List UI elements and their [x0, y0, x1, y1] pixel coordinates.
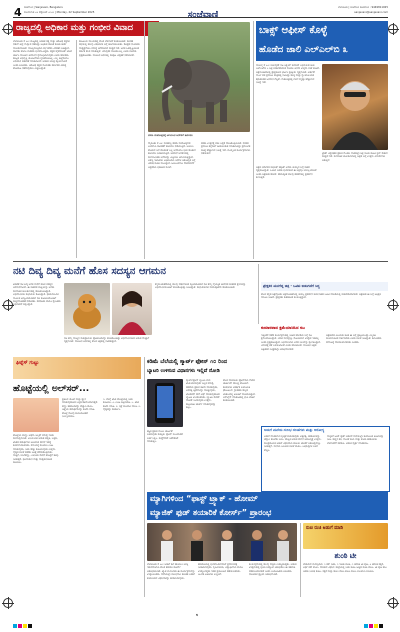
masthead-title: ಸಂಜೆವಾಣಿ — [187, 10, 219, 20]
politics-headline: ರಾಜ್ಯದಲ್ಲಿ ಅಧಿಕಾರ ಮತ್ತು ಗಂಭೀರ ವಿವಾದ — [16, 23, 134, 33]
food-box-headline: ಅಡುಗೆ ಮನೆಯ ಸುಲಭ ಸಲಹೆಗಳು ಮತ್ತು ಆರೋಗ್ಯ — [264, 428, 325, 432]
food-box-body: ಅಡುಗೆ ಮಾಡುವಾಗ ಸ್ವಚ್ಛತೆ ಕಾಪಾಡುವುದು ಅತ್ಯಗತ್ಯ. ತರಕಾರಿಗಳನ್ನು ಚೆನ್ನಾಗಿ ತೊಳೆದು ಬಳಸಿ. ಪೌಷ್ಟಿಕ ಆಹಾರ ಸೇವನೆ ಆರೋಗ್ಯಕ್ಕೆ ಉತ್ತಮ. ಸಾಂಪ್ರದಾಯಿಕ ಅಡುಗೆ ವಿಧಾನಗಳು ರುಚಿಯ ಜೊತೆಗೆ ಆರೋಗ್ಯವನ್ನೂ ನೀಡುತ್ತವೆ. ಮನೆಯ ಹಿರಿಯರ ಸಲಹೆ ಪಾಲಿಸಿ. ಸಿರಿಧಾನ್ಯಗಳ ಬಳಕೆ ಹೆಚ್ಚಿಸಿ. — [264, 435, 322, 452]
elephant-caption: ದಸರಾ ಮಹೋತ್ಸವಕ್ಕೆ ಆಗಮಿಸಿದ ಆನೆಗಳಿಗೆ ತಾಲೀಮು — [148, 134, 193, 137]
divya-body: ಕಿರುತೆರೆ ನಟಿ ದಿವ್ಯ ಅವರ ಮನೆಗೆ ಹೊಸ ಸದಸ್ಯನ ಆಗಮನವಾಗಿದೆ. ಈ ಸಂತಸದ ಸುದ್ದಿಯನ್ನು ಅವರು ಸಾಮಾಜಿಕ ಜಾಲತಾಣದಲ್ಲಿ ಹಂಚಿಕೊಂಡಿದ್ದಾರೆ. ಅಭಿಮಾನಿಗಳು ಶುಭಾಶಯ ಕೋರಿದ್ದಾರೆ. ಧಾರಾವಾಹಿಗಳ ಮೂಲಕ ಜನಪ್ರಿಯರಾಗಿರುವ ನಟಿ ಕುಟುಂಬದೊಂದಿಗೆ ಸಂಭ್ರಮಾಚರಣೆ ನಡೆಸಿದರು. ಸಹನಟರು ಹಾಗೂ ಸ್ನೇಹಿತರು ಅಭಿನಂದನೆ ಸಲ್ಲಿಸಿದ್ದಾರೆ. — [13, 283, 61, 307]
tech-body-3: ತಜ್ಞರ ಪ್ರಕಾರ ಮೂಲ ಚಾರ್ಜರ್ ಬಳಸುವುದು ಸುರಕ್ಷಿತ. ಫೋನ್ ಬಿಸಿಯಾದರೆ ಬಳಕೆ ನಿಲ್ಲಿಸಿ. ಸಾಫ್ಟ್‌ವೇರ್ ಅಪ್‌ಡೇಟ್ ಮಾಡುತ್ತಿರಿ. — [147, 430, 183, 444]
registration-mark-icon — [388, 300, 398, 310]
elephant-photo — [148, 22, 250, 132]
registration-mark-icon — [388, 598, 398, 608]
box-office-photo — [322, 64, 388, 150]
masterchef-body-3: ಕಾರ್ಯಕ್ರಮದಲ್ಲಿ ಹಲವು ಗಣ್ಯರು ಉಪಸ್ಥಿತರಿದ್ದರು. ಆಹಾರ ಉದ್ಯಮದಲ್ಲಿ ಸ್ವಂತ ಉದ್ಯೋಗ ಆರಂಭಿಸಲು ಈ ತರಬೇತಿ ಸಹಕಾರಿಯಾಗಲಿದೆ ಎಂದು ಆಯೋಜಕರು ತಿಳಿಸಿದರು. ನೋಂದಣಿ ಪ್ರಕ್ರಿಯೆ ಆರಂಭವಾಗಿದೆ. — [249, 563, 297, 577]
masthead-logo — [170, 2, 236, 20]
column-rule — [144, 357, 145, 597]
divya-photo-pet — [64, 283, 110, 335]
politics-headline-bar — [13, 21, 159, 36]
divya-photo-portrait — [112, 283, 152, 335]
masterchef-body-2: ತರಬೇತಿಯಲ್ಲಿ ಭಾಗವಹಿಸುವವರಿಗೆ ಪ್ರಮಾಣಪತ್ರ ನೀಡಲಾಗುವುದು. ಗೃಹಿಣಿಯರು, ವಿದ್ಯಾರ್ಥಿಗಳು ಹಾಗೂ ಉದ್ಯೋಗಸ್ಥರು ಇದರ ಪ್ರಯೋಜನ ಪಡೆಯಬಹುದು. ಸೀಮಿತ ಸೀಟುಗಳು ಲಭ್ಯವಿವೆ. — [198, 563, 243, 577]
divya-body-2: ನಟಿ ತಮ್ಮ ಮುದ್ದಿನ ಸಾಕುಪ್ರಾಣಿಯ ಫೋಟೋಗಳನ್ನು ಹಂಚಿಕೊಂಡಿದ್ದು ಅಭಿಮಾನಿಗಳಿಂದ ಅಪಾರ ಮೆಚ್ಚುಗೆ ವ್ಯಕ್ತವಾಗಿದೆ. ಮುಂದಿನ ದಿನಗಳಲ್ಲಿ ಹೊಸ ಚಿತ್ರದಲ್ಲಿ ನಟಿಸಲಿದ್ದಾರೆ. — [64, 337, 150, 344]
registration-mark-icon — [3, 24, 13, 34]
masterchef-body: ಬೆಂಗಳೂರು ಸೆ ೨೨: ಅಡುಗೆ ಕಲೆ ಕಲಿಯಲು ಆಸಕ್ತಿ ಇರುವವರಿಗಾಗಿ ಹೊಸ ತರಬೇತಿ ಕೋರ್ಸ್ ಆರಂಭಿಸಲಾಗಿದೆ. ಖ್ಯಾತ ಬಾಣಸಿಗರು ಈ ಕಾರ್ಯಕ್ರಮವನ್ನು ಉದ್ಘಾಟಿಸಿದರು. ಮನೆಯಲ್ಲೇ ಸುಲಭವಾಗಿ ರುಚಿಕರ ಅಡುಗೆ ತಯಾರಿಸುವ ವಿಧಾನಗಳನ್ನು ಕಲಿಸಲಾಗುವುದು. — [147, 563, 195, 580]
box-office-headline-bar — [256, 21, 388, 61]
food-box-body-2: ಮಕ್ಕಳಿಗೆ ಜಂಕ್ ಫುಡ್ ಬದಲಿಗೆ ಮನೆಯಲ್ಲೇ ತಯಾರಿಸಿದ ತಿಂಡಿಗಳನ್ನು ನೀಡಿ. ಹಣ್ಣಿನ ರಸ, ಮೊಳಕೆ ಕಾಳು ಮತ್ತು ಹಸಿರು ತರಕಾರಿಗಳು ಬೆಳವಣಿಗೆಗೆ ಸಹಕಾರಿ. ಆಹಾರ ವ್ಯರ್ಥ ಮಾಡಬೇಡಿ. — [327, 435, 384, 445]
politics-col2: ರಾಜಕೀಯ ವಲಯದಲ್ಲಿ ಹೊಸ ಬೆಳವಣಿಗೆ ಕಂಡುಬಂದಿದೆ. ಶಾಸಕರ ಸಭೆಯಲ್ಲಿ ಹಲವು ವಿಷಯಗಳ ಬಗ್ಗೆ ಚರ್ಚಿಸಲಾಯಿತು. ಕೇಂದ್ರದ ನಾಯಕರು ಮಧ್ಯಪ್ರವೇಶಿಸಿ ಸಮಸ್ಯೆ ಬಗೆಹರಿಸುವ ಸಾಧ್ಯತೆ ಇದೆ. ಜನರ ಹಿತದೃಷ್ಟಿಯಿಂದ ಸರ್ಕಾರ ಕೆಲಸ ಮಾಡುತ್ತಿದೆ. ಯಾವುದೇ ಗೊಂದಲವಿಲ್ಲ ಎಂದು ಸಚಿವರು ಸ್ಪಷ್ಟಪಡಿಸಿದರು. ಮುಂದಿನ ದಿನಗಳಲ್ಲಿ ಸಂಪುಟ ವಿಸ್ತರಣೆ ನಡೆಯಲಿದೆ. — [79, 40, 140, 57]
recipe-banner-text: ರುಚಿ ರುಚಿ ಅಡುಗೆ ಮಾಡಿ — [306, 526, 343, 531]
color-bar — [364, 613, 384, 632]
registration-mark-icon — [3, 598, 13, 608]
tech-photo-phone — [147, 379, 183, 427]
masterchef-headline-2: ಮ್ಯಾಜಿಕ್ ಫುಡ್ ತಯಾರಿಕೆ ಕೋರ್ಸ್” ಪ್ರಾರಂಭ — [150, 508, 272, 517]
box-office-body-2: ಚಿತ್ರದ ನಿರ್ದೇಶಕ ಸುಭಾಷ್ ಕಪೂರ್ ಅವರು ಯಶಸ್ಸಿನ ಬಗ್ಗೆ ಸಂತಸ ವ್ಯಕ್ತಪಡಿಸಿದ್ದಾರೆ. ಹಿಂದಿನ ಎರಡು ಭಾಗಗಳಂತೆ ಈ ಚಿತ್ರವೂ ಯಶಸ್ವಿಯಾಗಿದೆ ಎಂದು ಚಿತ್ರತಂಡ ಹೇಳಿದೆ. ದೇಶಾದ್ಯಂತ ಹಲವು ಪರದೆಗಳಲ್ಲಿ ಪ್ರದರ್ಶನ ಕಾಣುತ್ತಿದೆ. — [256, 166, 317, 180]
box-office-headline-2: ಹೊಡೆದ ಜಾಲಿ ಎಲ್‌ಎಲ್‌ಬಿ ೩ — [259, 45, 348, 55]
right-col-headline: ಪ್ರೇಕ್ಷಕರ ಮನಗೆದ್ದ ಚಿತ್ರ - ಒಟಿಟಿ ಬಿಡುಗಡೆಗೆ ಸಿದ್ಧ — [263, 284, 320, 288]
people-group-icon — [147, 523, 297, 561]
registration-mark-icon — [3, 300, 13, 310]
header-rule — [13, 17, 388, 18]
tech-headline-1: ಕಡಿಮೆ ಬೆಲೆಯಲ್ಲಿ ಸ್ಮಾರ್ಟ್ ಫೋನ್ ೧೦ ರಿಂದ — [147, 359, 228, 365]
header-left-info: ಸಂಜೆವಾಣಿ | Sanjevani, Bengaluru — [24, 6, 63, 9]
recipe-banner — [303, 523, 388, 549]
section-rule — [13, 261, 388, 262]
divya-headline: ನಟಿ ದಿವ್ಯ ದಿವ್ಯ ಮನೆಗೆ ಹೊಸ ಸದಸ್ಯನ ಆಗಮನ — [13, 266, 166, 277]
column-rule — [76, 40, 77, 258]
tech-body-2: ಹೊಸ ಮಾದರಿಯ ಫೋನ್‌ಗಳು ವೇಗದ ಚಾರ್ಜಿಂಗ್ ಸೌಲಭ್ಯ ಹೊಂದಿವೆ. ಕಂಪನಿಗಳು ಆಕರ್ಷಕ ರಿಯಾಯಿತಿ ಘೋಷಿಸಿವೆ. ಗ್ರಾಹಕರು ಹಬ್ಬದ ಋತುವಿನಲ್ಲಿ ಖರೀದಿಗೆ ಮುಂದಾಗಿದ್ದಾರೆ. ಆನ್‌ಲೈನ್ ಮಾರಾಟದಲ್ಲಿ ಭಾರಿ ಬೇಡಿಕೆ ಕಂಡುಬಂದಿದೆ. — [223, 379, 256, 403]
fitness-headline: ಹೊಟ್ಟೆಯಲ್ಲಿ ಅಲ್‌ಸರ್... — [13, 384, 90, 394]
food-box — [261, 426, 390, 492]
column-rule — [258, 264, 259, 324]
column-rule — [300, 523, 301, 597]
header-email: sanjevani@sanjevani.com — [354, 11, 388, 14]
fitness-banner-text: ಫಿಟ್ನೆಸ್ ಗುಟ್ಟು — [16, 360, 39, 366]
registration-mark-icon — [388, 24, 398, 34]
right-col-body: ಹೊಸ ಕನ್ನಡ ಚಿತ್ರವೊಂದು ಚಿತ್ರಮಂದಿರಗಳಲ್ಲಿ ಯಶಸ್ವಿ ಪ್ರದರ್ಶನ ಕಂಡ ನಂತರ ಒಟಿಟಿ ವೇದಿಕೆಯಲ್ಲಿ ಬಿಡುಗಡೆಯಾಗಲಿದೆ. ಚಿತ್ರತಂಡ ಈ ಬಗ್ಗೆ ಅಧಿಕೃತ ಮಾಹಿತಿ ನೀಡಿದೆ. ಪ್ರೇಕ್ಷಕರು ಕಾತರದಿಂದ ಕಾಯುತ್ತಿದ್ದಾರೆ. — [261, 293, 381, 300]
column-rule — [144, 21, 145, 259]
fitness-body-3: ೧. ಬೆಳಿಗ್ಗೆ ಖಾಲಿ ಹೊಟ್ಟೆಯಲ್ಲಿ ನೀರು ಕುಡಿಯಿರಿ. ೨. ಊಟ ತಪ್ಪಿಸಬೇಡಿ. ೩. ಖಾರ ಕಡಿಮೆ ಮಾಡಿ. ೪. ನಿದ್ರೆ ಸರಿಯಾಗಿ ಮಾಡಿ. ೫. ವೈದ್ಯರನ್ನು ಸಂಪರ್ಕಿಸಿ. — [103, 398, 141, 412]
tech-headline-2: ಬ್ಯಾಟರಿ ಉಳಿಸುವ ವಿಧಾನಗಳು ಇಲ್ಲಿವೆ ನೋಡಿ — [147, 368, 220, 374]
tech-body: ಸ್ಮಾರ್ಟ್‌ಫೋನ್ ಬ್ಯಾಟರಿ ಬೇಗ ಖಾಲಿಯಾಗುವುದು ಎಲ್ಲರ ಸಮಸ್ಯೆ. ಪರದೆಯ ಪ್ರಕಾಶ ಕಡಿಮೆ ಮಾಡುವುದು, ಅನಗತ್ಯ ಆ್ಯಪ್‌ಗಳನ್ನು ಮುಚ್ಚುವುದು, ಲೊಕೇಶನ್ ಸೇವೆ ಆಫ್ ಮಾಡುವುದರಿಂದ ಬ್ಯಾಟರಿ ಉಳಿಸಬಹುದು. ಬ್ಯಾಟರಿ ಸೇವರ್ ಮೋಡ್ ಬಳಸುವುದು ಉತ್ತಮ. ರಾತ್ರಿಯಿಡೀ ಚಾರ್ಜ್ ಮಾಡುವುದನ್ನು ತಪ್ಪಿಸಿ. — [186, 379, 220, 410]
recipe-body: ಬೇಕಾಗುವ ಸಾಮಗ್ರಿಗಳು: ೧ ಕಪ್ ನೀರು, ೧ ಇಂಚು ಶುಂಠಿ, ೧ ಚಮಚ ಟೀ ಪುಡಿ, ೨ ಚಮಚ ಸಕ್ಕರೆ, ಅರ್ಧ ಕಪ್ ಹಾಲು. ಮಾಡುವ ವಿಧಾನ: ಪಾತ್ರೆಯಲ್ಲಿ ನೀರು ಕುದಿಸಿ ಜಜ್ಜಿದ ಶುಂಠಿ ಸೇರಿಸಿ. ಟೀ ಪುಡಿ ಹಾಕಿ ಎರಡು ನಿಮಿಷ ಕುದಿಸಿ. ಸಕ್ಕರೆ ಮತ್ತು ಹಾಲು ಸೇರಿಸಿ ಕುದಿಸಿ ಸೋಸಿ ಬಿಸಿಯಾಗಿ ಸವಿಯಿರಿ. — [303, 563, 387, 573]
color-bar — [13, 613, 33, 632]
footer-page-mark: ೪ — [196, 612, 199, 617]
right-col-headline-bar — [261, 282, 388, 291]
politics-col1: ಬೆಂಗಳೂರು ಸೆ ೨೨: ರಾಜ್ಯದಲ್ಲಿ ಆಡಳಿತ ಪಕ್ಷ ಮತ್ತು ವಿರೋಧ ಪಕ್ಷಗಳ ನಡುವೆ ತೀವ್ರ ವಾಗ್ವಾದ ನಡೆದಿದ್ದು ಅಧಿಕಾರ ಹಂಚಿಕೆ ಕುರಿತು ಚರ್ಚೆ ಮುಂದುವರಿದಿದೆ. ಮುಖ್ಯಮಂತ್ರಿಗಳು ಸಭೆ ಕರೆದು ವಿವರಣೆ ನೀಡಿದ್ದಾರೆ. ಸಚಿವರು ಹಾಗೂ ಶಾಸಕರು ಭಾಗವಹಿಸಿದ್ದರು. ಪಕ್ಷದ ಹೈಕಮಾಂಡ್ ಜೊತೆ ಚರ್ಚಿಸಿ ಮುಂದಿನ ತೀರ್ಮಾನ ಕೈಗೊಳ್ಳಲಾಗುವುದು ಎಂದು ಹೇಳಿದರು. ರಾಜ್ಯದ ಅಭಿವೃದ್ಧಿ ಯೋಜನೆಗಳು ಸ್ಥಗಿತಗೊಂಡಿಲ್ಲ. ಎಲ್ಲ ಜಿಲ್ಲೆಗಳಿಗೂ ಅನುದಾನ ಬಿಡುಗಡೆ ಮಾಡಲಾಗಿದೆ. ಆಡಳಿತ ಯಂತ್ರ ಸಕ್ರಿಯವಾಗಿದೆ ಎಂದು ತಿಳಿಸಿದರು. ವಿರೋಧ ಪಕ್ಷದ ನಾಯಕರು ಸರ್ಕಾರದ ವಿರುದ್ಧ ಹೋರಾಟ ನಡೆಸುವುದಾಗಿ ಎಚ್ಚರಿಸಿದ್ದಾರೆ. — [13, 40, 72, 71]
fitness-banner — [13, 357, 141, 379]
actress-portrait-icon — [112, 283, 152, 335]
page-number: 4 — [14, 6, 22, 19]
elephant-icon — [148, 22, 250, 132]
masterchef-headline-1: ಮ್ಯಾಗಿಗಳಿಂದ “ಫಾಸ್ಟ್ ಟ್ರ್ಯಾಕ್ - ಹೋಮ್ — [150, 494, 258, 503]
box-office-body-3: ಟ್ರೇಡ್ ವಿಶ್ಲೇಷಕರ ಪ್ರಕಾರ ಮೊದಲ ವಾರದಲ್ಲೇ ಚಿತ್ರ ನೂರು ಕೋಟಿ ಕ್ಲಬ್ ಸೇರುವ ಸಾಧ್ಯತೆ ಇದೆ. ಸಾಮಾಜಿಕ ಜಾಲತಾಣಗಳಲ್ಲಿ ಚಿತ್ರದ ಬಗ್ಗೆ ಉತ್ತಮ ವಿಮರ್ಶೆಗಳು ಬರುತ್ತಿವೆ. — [322, 152, 388, 162]
elephant-body: ಮೈಸೂರು ಸೆ ೨೨: ನಾಡಹಬ್ಬ ದಸರಾ ಮಹೋತ್ಸವದ ಅಂಗವಾಗಿ ಗಜಪಡೆಗೆ ತಾಲೀಮು ನಡೆಯುತ್ತಿದೆ. ಅಂಬಾರಿ ಹೊರುವ ಆನೆ ಸೇರಿದಂತೆ ಎಲ್ಲ ಆನೆಗಳಿಗೂ ಭಾರ ಹೊರುವ ತಾಲೀಮು ನೀಡಲಾಗುತ್ತಿದೆ. ಅರಮನೆ ಆವರಣದಲ್ಲಿ ಸಾರ್ವಜನಿಕರು ಆನೆಗಳನ್ನು ವೀಕ್ಷಿಸಲು ಆಗಮಿಸುತ್ತಿದ್ದಾರೆ. ಅರಣ್ಯ ಇಲಾಖೆಯ ಅಧಿಕಾರಿಗಳು ಆನೆಗಳ ಆರೋಗ್ಯದ ಬಗ್ಗೆ ವಿಶೇಷ ಕಾಳಜಿ ವಹಿಸಿದ್ದಾರೆ. ಜಂಬೂಸವಾರಿ ಮೆರವಣಿಗೆಗೆ ಸಿದ್ಧತೆಗಳು ಭರದಿಂದ ಸಾಗಿವೆ. — [148, 142, 196, 169]
dog-icon — [64, 283, 110, 335]
masterchef-photo — [147, 523, 297, 561]
actor-portrait-icon — [322, 64, 388, 150]
right-col-body-2: ಇತ್ತೀಚೆಗೆ ನಡೆದ ಕಾರ್ಯಕ್ರಮದಲ್ಲಿ ನೀಡಿದ ಹೇಳಿಕೆಯ ಬಗ್ಗೆ ನಟ ಕ್ಷಮೆಯಾಚಿಸಿದ್ದಾರೆ. ಯಾರ ಮನಸ್ಸನ್ನೂ ನೋಯಿಸುವ ಉದ್ದೇಶ ಇರಲಿಲ್ಲ ಎಂದು ಸ್ಪಷ್ಟಪಡಿಸಿದ್ದಾರೆ. ಅಭಿಮಾನಿಗಳು ಅವರ ನಿಲುವನ್ನು ಸ್ವಾಗತಿಸಿದ್ದಾರೆ. ವಿವಾದಕ್ಕೆ ತೆರೆ ಎಳೆಯಲಾಗಿದೆ ಎಂದು ಹೇಳಲಾಗಿದೆ. ಮುಂದಿನ ಚಿತ್ರದ ಚಿತ್ರೀಕರಣ ಶೀಘ್ರದಲ್ಲೇ ಆರಂಭವಾಗಲಿದೆ. — [261, 334, 321, 351]
recipe-title: ಶುಂಠಿ ಟೀ — [334, 552, 357, 560]
elephant-body-2: ದಸರಾ ಉತ್ಸವಕ್ಕೆ ಸಕಲ ಸಿದ್ಧತೆ ಮಾಡಿಕೊಳ್ಳಲಾಗಿದೆ. ನಗರದ ಪ್ರಮುಖ ರಸ್ತೆಗಳಿಗೆ ದೀಪಾಲಂಕಾರ ಮಾಡಲಾಗಿದ್ದು ಪ್ರವಾಸಿಗರ ಸಂಖ್ಯೆ ಹೆಚ್ಚಾಗುವ ನಿರೀಕ್ಷೆ ಇದೆ. ಸಾಂಸ್ಕೃತಿಕ ಕಾರ್ಯಕ್ರಮಗಳು ನಡೆಯಲಿವೆ. — [201, 142, 251, 156]
right-col-body-3: ಚಿತ್ರರಂಗದ ಹಿರಿಯರು ಕೂಡ ಈ ಬಗ್ಗೆ ಪ್ರತಿಕ್ರಿಯಿಸಿದ್ದು ಎಲ್ಲರೂ ಸಂಯಮದಿಂದ ವರ್ತಿಸಬೇಕು ಎಂದು ಸಲಹೆ ನೀಡಿದ್ದಾರೆ. ಕಲಾವಿದರು ಸಮಾಜಕ್ಕೆ ಮಾದರಿಯಾಗಬೇಕು ಎಂದರು. — [326, 334, 382, 344]
fitness-photo — [13, 398, 59, 432]
box-office-body: ಮುಂಬೈ ಸೆ ೨೨: ಬಾಲಿವುಡ್ ನಟ ಅಕ್ಷಯ್ ಕುಮಾರ್ ಅಭಿನಯದ ಜಾಲಿ ಎಲ್‌ಎಲ್‌ಬಿ ೩ ಚಿತ್ರ ಬಿಡುಗಡೆಯಾದ ಮೊದಲ ದಿನವೇ ಉತ್ತಮ ಗಳಿಕೆ ಕಂಡಿದೆ. ಚಿತ್ರಮಂದಿರಗಳಲ್ಲಿ ಪ್ರೇಕ್ಷಕರಿಂದ ಭರ್ಜರಿ ಪ್ರತಿಕ್ರಿಯೆ ವ್ಯಕ್ತವಾಗಿದೆ. ಅರ್ಷದ್ ವಾರ್ಸಿ ಸಹ ಪ್ರಮುಖ ಪಾತ್ರದಲ್ಲಿ ನಟಿಸಿದ್ದು ಹಾಸ್ಯ ಮತ್ತು ನ್ಯಾಯಾಲಯದ ಕಥಾಹಂದರ ಜನಮನ ಗೆದ್ದಿದೆ. ವಾರಾಂತ್ಯದಲ್ಲಿ ಗಳಿಕೆ ಇನ್ನಷ್ಟು ಹೆಚ್ಚಾಗುವ ನಿರೀಕ್ಷೆ ಇದೆ. — [256, 64, 320, 85]
box-office-headline-1: ಬಾಕ್ಸ್ ಆಫೀಸ್ ಕೊಳ್ಳೆ — [259, 25, 328, 36]
column-rule — [253, 21, 254, 259]
fitness-body-2: ಪ್ರತಿದಿನ ಯೋಗ ಮತ್ತು ಧ್ಯಾನ ಮಾಡುವುದರಿಂದ ಒತ್ತಡ ಕಡಿಮೆಯಾಗುತ್ತದೆ. ಹಣ್ಣು ತರಕಾರಿಗಳನ್ನು ಹೆಚ್ಚಾಗಿ ಸೇವಿಸಿ. ಎಣ್ಣೆಯ ಪದಾರ್ಥಗಳನ್ನು ಕಡಿಮೆ ಮಾಡಿ. ಹೊಟ್ಟೆ ನೋವು ಕಾಣಿಸಿಕೊಂಡರೆ ನಿರ್ಲಕ್ಷಿಸಬೇಡಿ. — [62, 398, 98, 419]
header-date-line: ಸೋಮವಾರ ೨೨ ಸೆಪ್ಟೆಂಬರ್ ೨೦೨೫ | Monday, 22 September 2025 — [24, 11, 95, 14]
fitness-body: ಹೊಟ್ಟೆಯ ಹುಣ್ಣು ಅಥವಾ ಅಲ್ಸರ್ ಸಮಸ್ಯೆ ಇಂದು ಸಾಮಾನ್ಯವಾಗಿದೆ. ಅನಿಯಮಿತ ಆಹಾರ ಪದ್ಧತಿ, ಒತ್ತಡ, ಖಾರದ ಪದಾರ್ಥಗಳ ಅತಿಯಾದ ಸೇವನೆ ಇದಕ್ಕೆ ಕಾರಣವಾಗಬಹುದು. ಸಮಯಕ್ಕೆ ಸರಿಯಾಗಿ ಊಟ ಮಾಡುವುದು, ನೀರು ಹೆಚ್ಚು ಕುಡಿಯುವುದು ಉತ್ತಮ. ವೈದ್ಯರ ಸಲಹೆ ಪಡೆದು ಚಿಕಿತ್ಸೆ ತೆಗೆದುಕೊಳ್ಳಬೇಕು. ಮಜ್ಜಿಗೆ, ಬಾಳೆಹಣ್ಣು, ಎಳನೀರು ಸೇವನೆ ಹೊಟ್ಟೆಗೆ ತಂಪು ನೀಡುತ್ತದೆ. ಧೂಮಪಾನ ಮತ್ತು ಮದ್ಯಪಾನದಿಂದ ದೂರವಿರಿ. — [13, 434, 59, 465]
smartphone-icon — [147, 379, 183, 427]
masterchef-headline-bar — [147, 492, 388, 520]
divya-body-3: ಕನ್ನಡ ಕಿರುತೆರೆಯಲ್ಲಿ ಹಲವು ವರ್ಷಗಳಿಂದ ಸಕ್ರಿಯರಾಗಿರುವ ನಟಿ ತಮ್ಮ ವೈಯಕ್ತಿಕ ಜೀವನದ ಸಂತಸದ ಕ್ಷಣಗಳನ್ನು ಅಭಿಮಾನಿಗಳೊಂದಿಗೆ ಹಂಚಿಕೊಳ್ಳುತ್ತಾ ಬಂದಿದ್ದಾರೆ. ಶುಭಾಶಯಗಳ ಮಹಾಪೂರವೇ ಹರಿದುಬಂದಿದೆ. — [155, 283, 246, 290]
header-right-info: ಬೆಂಗಳೂರು | ಸಂಜೆವಾಣಿ ದೂರವಾಣಿ : 9449811925 — [338, 6, 388, 9]
right-col-headline-2: ಕುಮಾರವಾದ ಕ್ಷಮೆಯಾಚಿಸಿದ ನಟ — [261, 325, 305, 330]
